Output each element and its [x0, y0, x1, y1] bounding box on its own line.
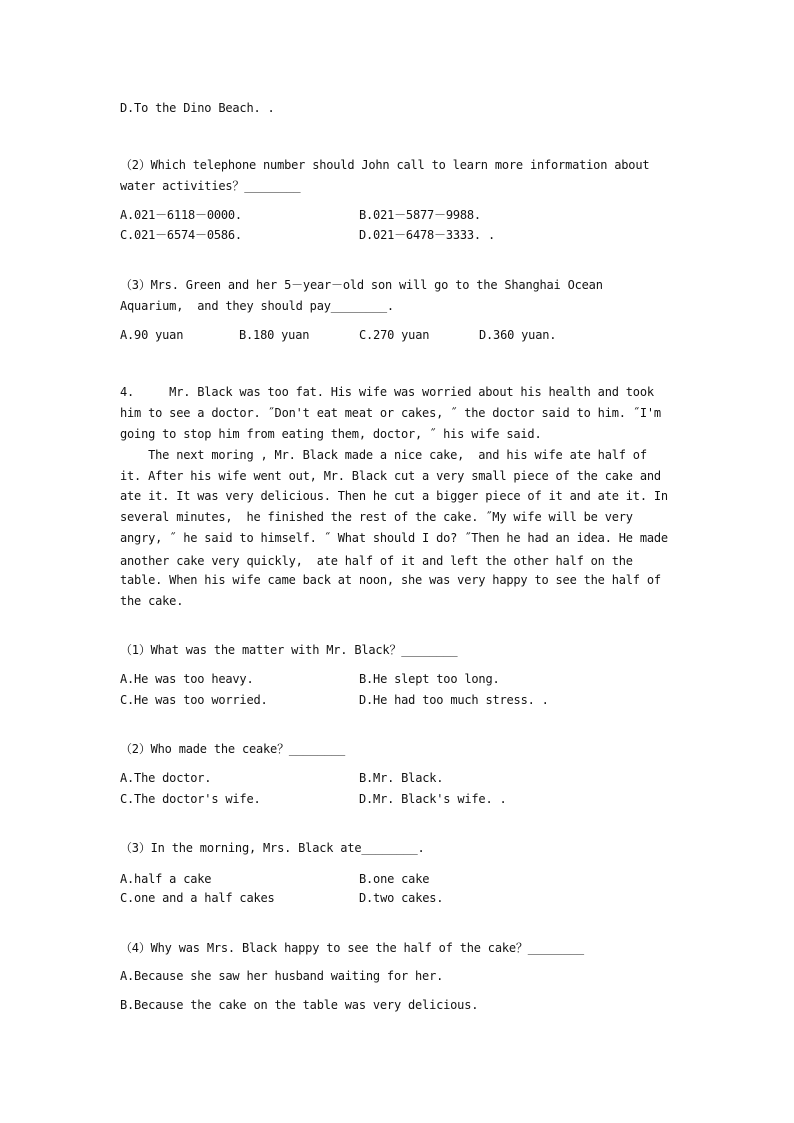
p4q3-question: （3）In the morning, Mrs. Black ate________.: [120, 841, 425, 855]
passage-line: several minutes, he finished the rest of the cake. ˝My wife will be very: [120, 510, 633, 524]
passage-line: him to see a doctor. ˝Don't eat meat or cakes, ˝ the doctor said to him. ˝I'm: [120, 406, 661, 420]
passage-line: angry, ˝ he said to himself. ˝ What should I do? ˝Then he had an idea. He made: [120, 531, 668, 545]
p4q3-option-d: D.two cakes.: [359, 891, 444, 905]
q3-option-d: D.360 yuan.: [479, 328, 557, 342]
p4q2-option-b: B.Mr. Black.: [359, 771, 444, 785]
p4q4-question: （4）Why was Mrs. Black happy to see the half of the cake？________: [120, 941, 584, 955]
passage-line: The next moring , Mr. Black made a nice cake, and his wife ate half of: [120, 448, 647, 462]
passage-line: 4. Mr. Black was too fat. His wife was worried about his health and took: [120, 385, 654, 399]
p4q1-question: （1）What was the matter with Mr. Black？________: [120, 643, 458, 657]
p4q2-question: （2）Who made the ceake？________: [120, 742, 346, 756]
q2-option-c: C.021－6574－0586.: [120, 228, 242, 242]
q2-question-line2: water activities？________: [120, 179, 301, 193]
q2-option-a: A.021－6118－0000.: [120, 208, 242, 222]
p4q3-option-a: A.half a cake: [120, 872, 212, 886]
previous-option-d: D.To the Dino Beach. .: [120, 101, 275, 115]
q3-option-c: C.270 yuan: [359, 328, 430, 342]
passage-line: ate it. It was very delicious. Then he cut a bigger piece of it and ate it. In: [120, 489, 668, 503]
q3-option-b: B.180 yuan: [239, 328, 310, 342]
passage-line: another cake very quickly, ate half of it and left the other half on the: [120, 554, 633, 568]
q2-question-line1: （2）Which telephone number should John call to learn more information about: [120, 158, 650, 172]
p4q2-option-c: C.The doctor's wife.: [120, 792, 261, 806]
p4q3-option-b: B.one cake: [359, 872, 430, 886]
p4q2-option-a: A.The doctor.: [120, 771, 212, 785]
q3-question-line1: （3）Mrs. Green and her 5－year－old son will go to the Shanghai Ocean: [120, 278, 603, 292]
passage-line: the cake.: [120, 594, 184, 608]
p4q4-option-b: B.Because the cake on the table was very delicious.: [120, 998, 479, 1012]
p4q1-option-a: A.He was too heavy.: [120, 672, 254, 686]
p4q2-option-d: D.Mr. Black's wife. .: [359, 792, 507, 806]
q2-option-b: B.021－5877－9988.: [359, 208, 481, 222]
p4q1-option-c: C.He was too worried.: [120, 693, 268, 707]
passage-line: going to stop him from eating them, doctor, ˝ his wife said.: [120, 427, 542, 441]
q3-question-line2: Aquarium, and they should pay________.: [120, 299, 394, 313]
passage-line: table. When his wife came back at noon, she was very happy to see the half of: [120, 573, 661, 587]
q2-option-d: D.021－6478－3333. .: [359, 228, 495, 242]
q3-option-a: A.90 yuan: [120, 328, 184, 342]
p4q4-option-a: A.Because she saw her husband waiting for her.: [120, 969, 444, 983]
p4q3-option-c: C.one and a half cakes: [120, 891, 275, 905]
p4q1-option-b: B.He slept too long.: [359, 672, 500, 686]
p4q1-option-d: D.He had too much stress. .: [359, 693, 549, 707]
passage-line: it. After his wife went out, Mr. Black cut a very small piece of the cake and: [120, 469, 661, 483]
